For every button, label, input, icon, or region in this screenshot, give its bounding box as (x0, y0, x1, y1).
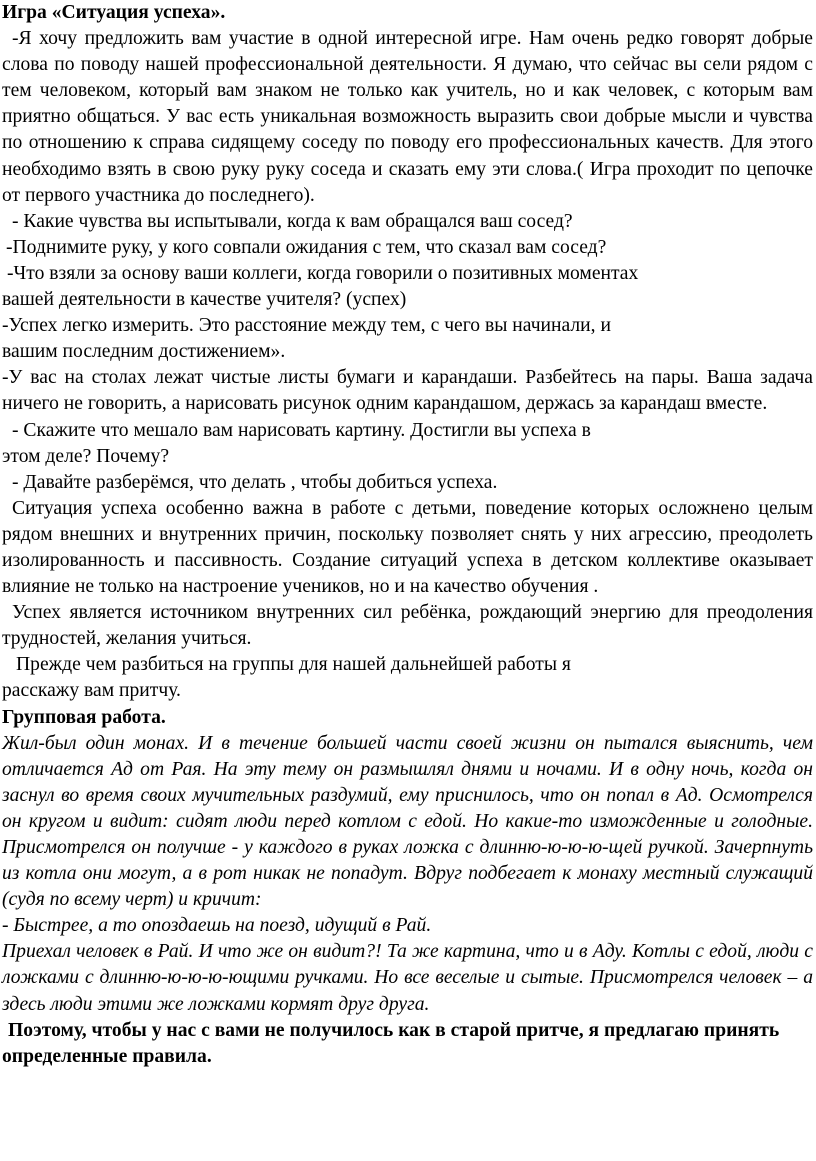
before-groups-line1: Прежде чем разбиться на группы для нашей дальнейшей работы я (16, 654, 571, 676)
pencils-paragraph: -У вас на столах лежат чистые листы бумаги и карандаши. Разбейтесь на пары. Ваша задача ничего не говорить, а нарисовать рисунок одним карандашом, держась за карандаш вместе. (2, 367, 813, 415)
parable-paragraph-1: Жил-был один монах. И в течение большей части своей жизни он пытался выяснить, чем отличается Ад от Рая. На эту тему он размышлял днями и ночами. И в одну ночь, когда он заснул во время своих мучительных раздумий, ему приснилось, что он попал в Ад. Осмотрелся он кругом и видит: сидят люди перед котлом с едой. Но какие-то изможденные и голодные. Присмотрелся он получше - у каждого в руках ложка с длинню-ю-ю-ю-щей ручкой. Зачерпнуть из котла они могут, а в рот никак не попадут. Вдруг подбегает к монаху местный служащий (судя по всему черт) и кричит: (2, 732, 813, 911)
children-paragraph: Ситуация успеха особенно важна в работе с детьми, поведение которых осложнено целым рядом внешних и внутренних причин, поскольку позволяет снять у них агрессию, преодолеть изолированность и пассивность. Создание ситуаций успеха в детском коллективе оказывает влияние не только на настроение учеников, но и на качество обучения . (2, 497, 813, 598)
question-basis-line2: вашей деятельности в качестве учителя? (успех) (2, 289, 407, 311)
title-heading: Игра «Ситуация успеха». (2, 2, 226, 23)
parable-paragraph-3: Приехал человек в Рай. И что же он видит?! Та же картина, что и в Аду. Котлы с едой, люди с ложками с длинню-ю-ю-ю-ющими ручками. Но все веселые и сытые. Присмотрелся человек – а здесь люди этими же ложками кормят друг друга. (2, 941, 813, 1015)
parable-paragraph-2: - Быстрее, а то опоздаешь на поезд, идущий в Рай. (2, 915, 432, 937)
conclusion-paragraph: Поэтому, чтобы у нас с вами не получилось как в старой притче, я предлагаю принять определенные правила. (2, 1019, 780, 1067)
question-raise-hand: -Поднимите руку, у кого совпали ожидания с тем, что сказал вам сосед? (6, 236, 607, 258)
lets-figure-line: - Давайте разберёмся, что делать , чтобы добиться успеха. (12, 471, 498, 493)
question-hindered-line1: - Скажите что мешало вам нарисовать картину. Достигли вы успеха в (12, 419, 591, 441)
before-groups-line2: расскажу вам притчу. (2, 680, 181, 702)
success-line2: вашим последним достижением». (2, 341, 286, 363)
question-basis-line1: -Что взяли за основу ваши коллеги, когда говорили о позитивных моментах (7, 262, 639, 284)
group-work-heading: Групповая работа. (2, 706, 166, 728)
success-line1: -Успех легко измерить. Это расстояние между тем, с чего вы начинали, и (2, 315, 611, 337)
intro-paragraph: -Я хочу предложить вам участие в одной интересной игре. Нам очень редко говорят добрые слова по поводу нашей профессиональной деятельности. Я думаю, что сейчас вы сели рядом с тем человеком, который вам знаком не только как учитель, но и как человек, с которым вам приятно общаться. У вас есть уникальная возможность выразить свои добрые мысли и чувства по отношению к справа сидящему соседу по поводу его профессиональных качеств. Для этого необходимо взять в свою руку руку соседа и сказать ему эти слова.( Игра проходит по цепочке от первого участника до последнего). (2, 28, 813, 206)
question-feelings: - Какие чувства вы испытывали, когда к вам обращался ваш сосед? (12, 210, 573, 232)
success-source-paragraph: Успех является источником внутренних сил ребёнка, рождающий энергию для преодоления трудностей, желания учиться. (2, 602, 813, 650)
question-hindered-line2: этом деле? Почему? (2, 445, 170, 467)
